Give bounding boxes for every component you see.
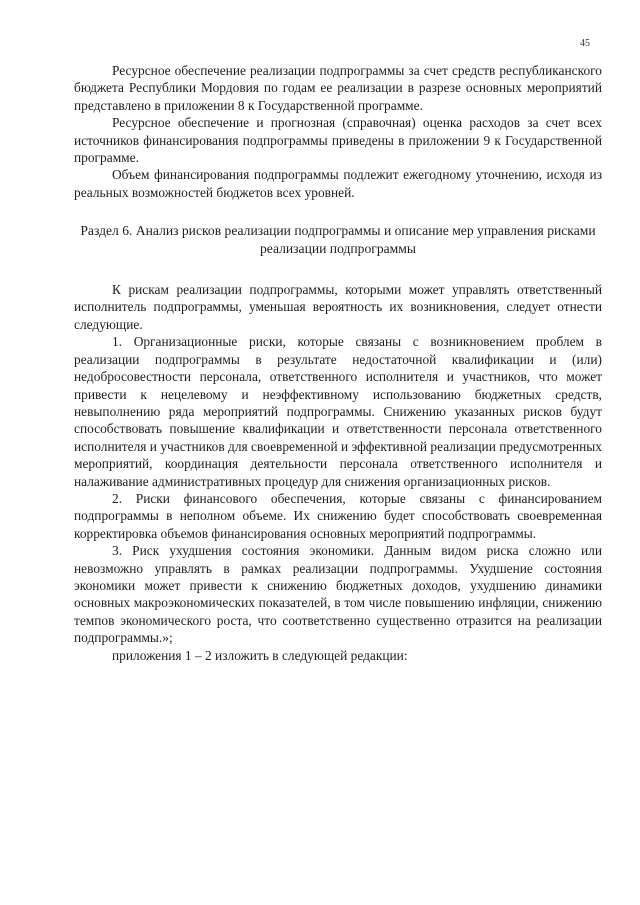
section-heading: Раздел 6. Анализ рисков реализации подпрограммы и описание мер управления рисками реализации подпрограммы <box>80 223 596 256</box>
paragraph: 3. Риск ухудшения состояния экономики. Данным видом риска сложно или невозможно управлять в рамках реализации подпрограммы. Ухудшение состояния экономики может привести к снижению бюджетных доходов, ухудшению динамики основных макроэкономических показателей, в том числе повышению инфляции, снижению темпов экономического роста, что соответственно существенно отразится на реализации подпрограммы.»; <box>74 543 602 646</box>
paragraph: Ресурсное обеспечение реализации подпрограммы за счет средств республиканского бюджета Республики Мордовия по годам ее реализации в разрезе основных мероприятий представлено в приложении 8 к Государственной программе. <box>74 63 602 113</box>
paragraph: 2. Риски финансового обеспечения, которые связаны с финансированием подпрограммы в неполном объеме. Их снижению будет способствовать своевременная корректировка объемов финансирования основных мероприятий подпрограммы. <box>74 490 602 541</box>
paragraph: приложения 1 – 2 изложить в следующей редакции: <box>112 647 408 663</box>
page-number: 45 <box>580 38 590 49</box>
paragraph: Ресурсное обеспечение и прогнозная (справочная) оценка расходов за счет всех источников финансирования подпрограммы приведены в приложении 9 к Государственной программе. <box>74 115 602 166</box>
paragraph: К рискам реализации подпрограммы, которыми может управлять ответственный исполнитель подпрограммы, уменьшая вероятность их возникновения, следует отнести следующие. <box>74 282 602 332</box>
paragraph: 1. Организационные риски, которые связаны с возникновением проблем в реализации подпрограммы в результате недостаточной квалификации и (или) недобросовестности персонала, ответственного исполнителя и участников, что может привести к нецелевому и неэффективному использованию бюджетных средств, невыполнению ряда мероприятий подпрограммы. Снижению указанных рисков будут способствовать повышение квалификации и ответственности персонала ответственного исполнителя и участников для своевременной и эффективной реализации предусмотренных мероприятий, координация деятельности персонала ответственного исполнителя и налаживание административных процедур для снижения организационных рисков. <box>74 334 602 489</box>
document-body <box>74 62 602 664</box>
paragraph: Объем финансирования подпрограммы подлежит ежегодному уточнению, исходя из реальных возможностей бюджетов всех уровней. <box>74 167 602 200</box>
